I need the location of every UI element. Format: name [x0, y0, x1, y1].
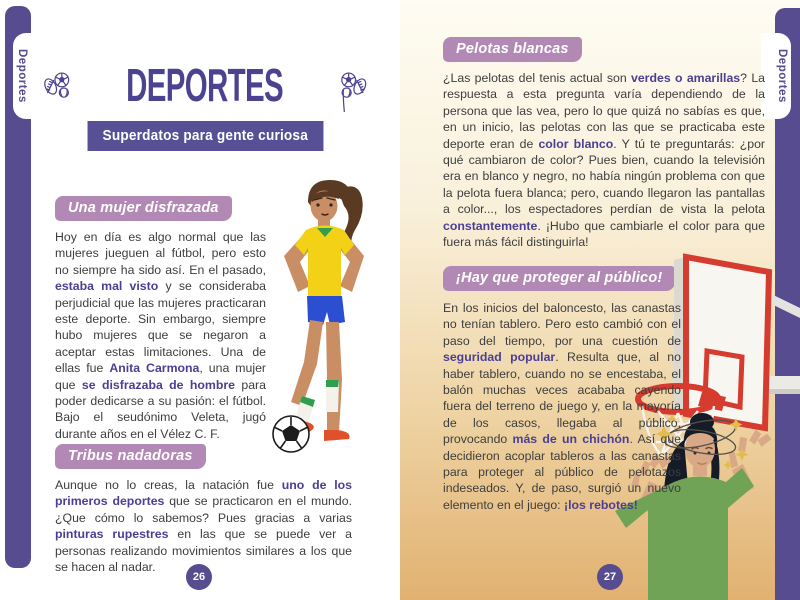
paragraph-tribus-nadadoras: Aunque no lo creas, la natación fue uno de los primeros deportes que se practicaron en el mundo. ¿Que cómo lo sabemos? Pues gracias a varias pinturas rupestres en las que se puede ver a personas realizando movimientos similares a los que se hacen al nadar.	[55, 478, 352, 575]
paragraph-proteger-publico: En los inicios del baloncesto, las canastas no tenían tablero. Pero esto cambió con el paso del tiempo, por una cuestión de seguridad popular. Resulta que, al no haber tablero, cuando no se encestaba, el balón muchas veces acababa cayendo fuera del terreno de juego y, en la mayoría de los casos, llegaba al público, provocando más de un chichón. Así que decidieron acoplar tableros a las canastas para proteger al público de pelotazos indeseados. Y, de paso, surgió un nuevo elemento en el juego: ¡los rebotes!	[443, 301, 682, 512]
paragraph-una-mujer-disfrazada: Hoy en día es algo normal que las mujeres jueguen al fútbol, pero esto no siempre ha sido así. En el pasado, estaba mal visto y se consideraba perjudicial que las mujeres practicaran este deporte. Sin embargo, siempre hubo mujeres que se negaron a aceptar estas limitaciones. Una de ellas fue Anita Carmona, una mujer que se disfrazaba de hombre para poder dedicarse a su pasión: el fútbol. Bajo el seudónimo Veleta, jugó durante años en el Vélez C. F.	[55, 230, 267, 441]
page-number-right: 27	[597, 564, 623, 590]
page-title: DEPORTES	[126, 59, 284, 111]
soccer-player-illustration	[258, 174, 410, 474]
left-tab-label: Deportes	[16, 49, 28, 103]
heading-proteger-publico: ¡Hay que proteger al público!	[443, 266, 675, 291]
heading-pelotas-blancas: Pelotas blancas	[443, 37, 582, 62]
page-number-left: 26	[186, 564, 212, 590]
subtitle-banner: Superdatos para gente curiosa	[87, 121, 322, 151]
chapter-header	[40, 52, 370, 118]
paragraph-pelotas-blancas: ¿Las pelotas del tenis actual son verdes o amarillas? La respuesta a esta pregunta varía dependiendo de la persona que las vea, pero lo que quizá no sabías es que, en un inicio, las pelotas con las que se practicaba este deporte eran de color blanco. Y tú te preguntarás: ¿por qué cambiaron de color? Pues bien, cuando la televisión era en blanco y negro, no había ningún problema con que la pelota fuera blanca; pero, cuando llegaron las pantallas a color..., los espectadores perdían de vista la pelota constantemente. ¡Hubo que cambiarle el color para que fuera más fácil distinguirla!	[443, 71, 766, 250]
left-tab-notch	[13, 33, 43, 119]
right-tab-label: Deportes	[776, 49, 788, 103]
right-tab-notch	[761, 33, 791, 119]
heading-tribus-nadadoras: Tribus nadadoras	[55, 444, 206, 469]
subtitle-banner-wrap	[40, 121, 370, 151]
sports-balls-icon	[40, 58, 72, 112]
heading-una-mujer-disfrazada: Una mujer disfrazada	[55, 196, 232, 221]
sports-balls-icon	[338, 58, 370, 112]
